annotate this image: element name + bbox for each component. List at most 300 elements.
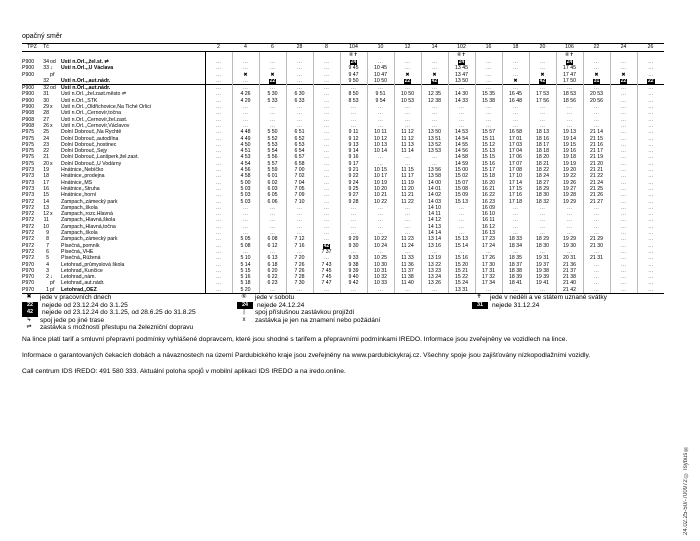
no-service: … xyxy=(215,122,222,129)
departure-time xyxy=(502,85,529,92)
restriction-code: 31 xyxy=(593,77,600,84)
time-value: 6 18 xyxy=(267,261,278,268)
tpz-code: P972 xyxy=(22,223,35,230)
no-service: … xyxy=(323,104,330,111)
tpz-code: P972 xyxy=(22,217,35,224)
no-service: … xyxy=(431,154,438,161)
no-service: … xyxy=(539,217,546,224)
tpz-code: P970 xyxy=(22,267,35,274)
no-service: … xyxy=(458,104,465,111)
restriction-code: 24 xyxy=(458,59,465,65)
no-service: … xyxy=(566,104,573,111)
day-mark xyxy=(232,52,259,60)
legend-item xyxy=(472,302,607,310)
time-value: 19 28 xyxy=(563,192,576,199)
time-value: 10 22 xyxy=(374,198,387,205)
no-service: … xyxy=(215,77,222,84)
no-service: … xyxy=(566,204,573,211)
no-service: … xyxy=(648,167,654,174)
no-service: … xyxy=(323,129,330,136)
no-service: … xyxy=(323,236,330,243)
time-value: 19 29 xyxy=(563,236,576,243)
time-value: 18 35 xyxy=(509,255,522,262)
no-service: … xyxy=(242,223,249,230)
time-value: 17 03 xyxy=(509,141,522,148)
tpz-code: P900 xyxy=(22,59,35,65)
legend-text: nejede 24.12.24 xyxy=(257,301,305,309)
time-value: 17 31 xyxy=(482,267,495,274)
time-value: 9 40 xyxy=(348,274,359,281)
no-service: … xyxy=(377,248,384,255)
time-value: 4 26 xyxy=(240,91,251,98)
no-service: … xyxy=(242,85,249,92)
no-service: … xyxy=(215,85,222,92)
no-service: … xyxy=(404,223,411,230)
time-value: 7 04 xyxy=(294,179,305,186)
time-value: 19 15 xyxy=(563,141,576,148)
time-value: 18 29 xyxy=(536,236,549,243)
time-value: 18 29 xyxy=(536,185,549,192)
no-service: … xyxy=(323,59,330,65)
tpz-code: P908 xyxy=(22,110,35,117)
time-value: 5 05 xyxy=(240,236,251,243)
time-value: 18 18 xyxy=(536,148,549,155)
departure-time xyxy=(394,78,421,85)
no-service: … xyxy=(377,204,384,211)
no-service: … xyxy=(215,129,222,136)
time-value: 21 19 xyxy=(590,154,603,161)
train-number: 26 xyxy=(637,44,664,52)
no-service: … xyxy=(620,236,627,243)
departure-time xyxy=(448,78,475,85)
time-value: 15 21 xyxy=(455,267,468,274)
no-service: … xyxy=(620,65,627,72)
legend-text: jede v sobotu xyxy=(255,294,295,301)
departure-time xyxy=(313,78,340,85)
train-number: 10 xyxy=(367,44,394,52)
legend-text: nejede od 23.12.24 do 3.1.25, od 28.6.25 do 31.8.25 xyxy=(42,309,196,317)
tpz-code: P975 xyxy=(22,160,35,167)
time-value: 6 30 xyxy=(294,91,305,98)
stop-number: 29 xyxy=(43,104,49,111)
no-service: … xyxy=(648,160,654,167)
no-service: … xyxy=(296,122,303,129)
stop-number: 17 xyxy=(43,179,49,186)
time-value: 19 13 xyxy=(563,129,576,136)
time-value: 17 16 xyxy=(509,192,522,199)
time-value: 18 34 xyxy=(509,242,522,249)
print-stamp: 24.02.25-50/-700972 © Isybus ® xyxy=(683,444,689,535)
departure-time xyxy=(448,85,475,92)
legend-text: spoj příslušnou zastávkou projíždí xyxy=(255,309,355,317)
no-service: … xyxy=(620,211,627,218)
no-service: … xyxy=(458,223,465,230)
no-service: … xyxy=(215,185,222,192)
stop-name: Písečná,,VHE xyxy=(59,249,205,255)
departure-time xyxy=(448,287,475,294)
time-value: 7 10 xyxy=(294,198,305,205)
time-value: 8 50 xyxy=(348,91,359,98)
no-service: … xyxy=(566,248,573,255)
no-service: … xyxy=(404,85,411,92)
no-service: … xyxy=(215,217,222,224)
no-service: … xyxy=(404,116,411,123)
time-value: 21 42 xyxy=(563,286,576,293)
no-service: … xyxy=(323,211,330,218)
stop-number: 12 xyxy=(43,211,49,218)
time-value: 8 53 xyxy=(348,97,359,104)
restriction-code: 22 xyxy=(620,77,627,84)
no-service: … xyxy=(593,104,600,111)
no-service: … xyxy=(539,211,546,218)
time-value: 13 50 xyxy=(428,129,441,136)
time-value: 21 29 xyxy=(590,236,603,243)
no-service: … xyxy=(323,223,330,230)
stop-number: 27 xyxy=(43,116,49,123)
time-value: 15 12 xyxy=(482,141,495,148)
time-value: 11 21 xyxy=(401,192,414,199)
stop-number: 32 xyxy=(43,77,49,84)
time-value: 15 22 xyxy=(455,274,468,281)
time-value: 14 58 xyxy=(455,154,468,161)
no-service: … xyxy=(620,160,627,167)
departure-time xyxy=(556,287,583,294)
time-value: 18 22 xyxy=(536,167,549,174)
time-value: 18 30 xyxy=(536,192,549,199)
time-value: 17 30 xyxy=(482,261,495,268)
time-value: 9 21 xyxy=(348,167,359,174)
no-service: … xyxy=(620,242,627,249)
departure-time xyxy=(502,287,529,294)
time-value: 6 54 xyxy=(294,148,305,155)
no-service: … xyxy=(485,122,492,129)
no-service: … xyxy=(323,198,330,205)
no-service: … xyxy=(620,148,627,155)
no-service: … xyxy=(512,110,519,117)
workdays-icon: ✖ xyxy=(270,71,275,78)
no-service: … xyxy=(593,65,600,72)
legend-item xyxy=(22,294,196,302)
day-mark xyxy=(421,52,448,60)
no-service: … xyxy=(539,116,546,123)
train-number: 102 xyxy=(448,44,475,52)
no-service: … xyxy=(648,141,654,148)
time-value: 6 05 xyxy=(267,192,278,199)
tpz-code: P975 xyxy=(22,135,35,142)
restriction-code: 24 xyxy=(566,59,573,65)
no-service: … xyxy=(377,59,384,65)
day-mark xyxy=(367,52,394,60)
no-service: … xyxy=(620,167,627,174)
time-value: 16 48 xyxy=(509,97,522,104)
time-value: 13 24 xyxy=(428,274,441,281)
time-value: 21 30 xyxy=(590,242,603,249)
departure-time xyxy=(610,78,637,85)
time-value: 19 27 xyxy=(563,185,576,192)
note-guarantee: Informace o garantovaných čekacích dobách a návaznostech na území Pardubického kraje jsou zveřejněny na www.pardubickykraj.cz. Všechny spoje jsou zajišťovány nízkopodlažními vozidly. xyxy=(22,352,591,359)
no-service: … xyxy=(296,204,303,211)
time-value: 6 01 xyxy=(267,173,278,180)
time-value: 21 14 xyxy=(590,129,603,136)
stop-name: Ústí n.Orl.,,Černovír,točna xyxy=(59,110,205,116)
no-service: … xyxy=(296,217,303,224)
time-value: 14 14 xyxy=(428,230,441,237)
no-service: … xyxy=(648,129,654,136)
stop-number: 1 xyxy=(42,287,50,294)
no-service: … xyxy=(648,135,654,142)
legend-text: zastávka je jen na znamení nebo požádání xyxy=(255,316,381,324)
time-value: 18 21 xyxy=(536,160,549,167)
no-service: … xyxy=(648,236,654,243)
departure-time xyxy=(205,85,232,92)
time-value: 15 38 xyxy=(482,97,495,104)
no-service: … xyxy=(620,141,627,148)
no-service: … xyxy=(620,267,627,274)
time-value: 21 25 xyxy=(590,185,603,192)
departure-time xyxy=(367,85,394,92)
time-value: 18 32 xyxy=(536,198,549,205)
stop-flag: př xyxy=(50,287,59,294)
no-service: … xyxy=(215,255,222,262)
stop-name: Písečná,,pomník xyxy=(59,243,205,249)
stop-name: Ústí n.Orl.,,STK xyxy=(59,98,205,104)
workdays-icon: ✖ xyxy=(540,71,545,78)
departure-time xyxy=(232,85,259,92)
time-value: 12 38 xyxy=(428,97,441,104)
no-service: … xyxy=(377,110,384,117)
no-service: … xyxy=(296,110,303,117)
direction-label: opačný směr xyxy=(22,33,63,40)
departure-time xyxy=(313,85,340,92)
time-value: 13 22 xyxy=(428,261,441,268)
no-service: … xyxy=(648,255,654,262)
workdays-icon: ✖ xyxy=(594,71,599,78)
no-service: … xyxy=(648,261,654,268)
time-value: 18 37 xyxy=(509,261,522,268)
no-service: … xyxy=(648,179,654,186)
legend-symbol: ✝ xyxy=(476,294,482,300)
no-service: … xyxy=(350,286,357,293)
no-service: … xyxy=(350,217,357,224)
col-tpz: TPZ xyxy=(22,44,42,52)
departure-time xyxy=(259,85,286,92)
stop-name: Dolní Dobrouč,,Lanšperk,žel.zast. xyxy=(59,154,205,160)
no-service: … xyxy=(648,173,654,180)
no-service: … xyxy=(215,198,222,205)
tpz-code: P972 xyxy=(22,248,35,255)
time-value: 14 13 xyxy=(428,223,441,230)
no-service: … xyxy=(566,116,573,123)
tpz-code: P973 xyxy=(22,167,35,174)
no-service: … xyxy=(215,91,222,98)
time-value: 17 32 xyxy=(482,274,495,281)
no-service: … xyxy=(485,65,492,72)
stop-number: 31 xyxy=(43,91,49,98)
time-value: 14 56 xyxy=(455,148,468,155)
stop-name: Žampach,,škola xyxy=(59,205,205,211)
time-value: 19 38 xyxy=(536,267,549,274)
no-service: … xyxy=(296,71,303,78)
time-value: 10 15 xyxy=(374,167,387,174)
no-service: … xyxy=(458,211,465,218)
no-service: … xyxy=(539,122,546,129)
no-service: … xyxy=(269,65,276,72)
time-value: 17 01 xyxy=(509,135,522,142)
time-value: 21 26 xyxy=(590,192,603,199)
no-service: … xyxy=(620,110,627,117)
no-service: … xyxy=(566,223,573,230)
no-service: … xyxy=(648,104,654,111)
no-service: … xyxy=(323,71,330,78)
no-service: … xyxy=(512,104,519,111)
no-service: … xyxy=(620,185,627,192)
time-value: 21 38 xyxy=(563,274,576,281)
time-value: 14 59 xyxy=(455,160,468,167)
time-value: 21 17 xyxy=(590,148,603,155)
no-service: … xyxy=(296,65,303,72)
stop-number: 30 xyxy=(43,97,49,104)
note-callcenter: Call centrum IDS IREDO: 491 580 333. Aktuální poloha spojů v mobilní aplikaci IDS IREDO a na iredo.online. xyxy=(22,368,346,375)
time-value: 10 22 xyxy=(374,236,387,243)
stop-name: Žampach,,Hlavná,škola xyxy=(59,217,205,223)
no-service: … xyxy=(566,217,573,224)
train-number: 28 xyxy=(286,44,313,52)
time-value: 14 01 xyxy=(428,185,441,192)
no-service: … xyxy=(323,110,330,117)
stop-number: 23 xyxy=(43,141,49,148)
tpz-code: P973 xyxy=(22,179,35,186)
departure-time xyxy=(421,287,448,294)
time-value: 15 24 xyxy=(455,280,468,287)
no-service: … xyxy=(566,110,573,117)
no-service: … xyxy=(269,104,276,111)
no-service: … xyxy=(242,204,249,211)
stop-number: 4 xyxy=(46,261,49,268)
stop-flag xyxy=(50,78,59,85)
no-service: … xyxy=(323,167,330,174)
departure-time xyxy=(556,78,583,85)
no-service: … xyxy=(404,230,411,237)
tpz-code: P973 xyxy=(22,192,35,199)
time-value: 9 12 xyxy=(348,135,359,142)
day-mark: ⑥✝ xyxy=(340,52,367,60)
time-value: 17 18 xyxy=(509,198,522,205)
no-service: … xyxy=(323,154,330,161)
time-value: 18 53 xyxy=(563,91,576,98)
time-value: 13 47 xyxy=(455,71,468,78)
time-value: 9 24 xyxy=(348,179,359,186)
time-value: 4 49 xyxy=(240,135,251,142)
departure-time xyxy=(475,287,502,294)
no-service: … xyxy=(431,65,438,72)
time-value: 21 15 xyxy=(590,135,603,142)
no-service: … xyxy=(269,211,276,218)
time-value: 10 53 xyxy=(401,97,414,104)
stop-name: Letohrad,,aut.nádr. xyxy=(59,280,205,286)
no-service: … xyxy=(377,85,384,92)
no-service: … xyxy=(539,104,546,111)
time-value: 15 13 xyxy=(482,148,495,155)
restriction-code: 22 xyxy=(404,77,411,84)
legend-text: spoj jede po jiné trase xyxy=(40,316,105,324)
no-service: … xyxy=(620,192,627,199)
time-value: 15 18 xyxy=(482,173,495,180)
no-service: … xyxy=(620,223,627,230)
time-value: 6 52 xyxy=(294,135,305,142)
no-service: … xyxy=(539,59,546,65)
time-value: 20 31 xyxy=(563,255,576,262)
no-service: … xyxy=(539,110,546,117)
tpz-code: P973 xyxy=(22,185,35,192)
stop-number: 6 xyxy=(46,248,49,255)
tpz-code: P970 xyxy=(22,261,35,268)
departure-time xyxy=(394,85,421,92)
no-service: … xyxy=(620,97,627,104)
stop-name: Ústí n.Orl.,,aut.nádr. xyxy=(59,85,205,92)
time-value: 13 52 xyxy=(428,141,441,148)
stop-number: 19 xyxy=(43,167,49,174)
legend-item xyxy=(22,309,196,317)
departure-time xyxy=(529,287,556,294)
tpz-code: P972 xyxy=(22,255,35,262)
time-value: 16 22 xyxy=(482,192,495,199)
no-service: … xyxy=(269,230,276,237)
time-value: 21 20 xyxy=(590,160,603,167)
stop-number: 14 xyxy=(43,198,49,205)
no-service: … xyxy=(620,274,627,281)
time-value: 7 12 xyxy=(294,236,305,243)
departure-time xyxy=(556,85,583,92)
no-service: … xyxy=(296,85,303,92)
no-service: … xyxy=(512,85,519,92)
no-service: … xyxy=(512,248,519,255)
no-service: … xyxy=(648,71,654,78)
stop-flag: od xyxy=(50,59,56,65)
no-service: … xyxy=(215,65,222,72)
no-service: … xyxy=(648,154,654,161)
time-value: 13 26 xyxy=(428,280,441,287)
no-service: … xyxy=(269,59,276,65)
time-value: 17 06 xyxy=(509,154,522,161)
stop-number: 33 xyxy=(43,65,49,72)
tpz-code: P900 xyxy=(22,104,35,111)
time-value: 17 15 xyxy=(509,185,522,192)
no-service: … xyxy=(215,248,222,255)
day-mark xyxy=(205,52,232,60)
time-value: 14 11 xyxy=(428,211,441,218)
time-value: 5 59 xyxy=(267,167,278,174)
day-mark xyxy=(502,52,529,60)
workdays-icon: ✖ xyxy=(432,71,437,78)
no-service: … xyxy=(296,116,303,123)
no-service: … xyxy=(512,116,519,123)
time-value: 6 53 xyxy=(294,141,305,148)
no-service: … xyxy=(648,223,654,230)
no-service: … xyxy=(404,286,411,293)
legend-symbol: 31 xyxy=(472,302,488,310)
no-service: … xyxy=(485,104,492,111)
time-value: 9 39 xyxy=(348,267,359,274)
time-value: 11 15 xyxy=(401,167,414,174)
time-value: 15 14 xyxy=(455,242,468,249)
departure-time xyxy=(475,85,502,92)
time-value: 9 27 xyxy=(348,192,359,199)
time-value: 14 00 xyxy=(428,179,441,186)
day-mark xyxy=(286,52,313,60)
time-value: 19 22 xyxy=(563,173,576,180)
time-value: 5 03 xyxy=(240,192,251,199)
no-service: … xyxy=(593,267,600,274)
